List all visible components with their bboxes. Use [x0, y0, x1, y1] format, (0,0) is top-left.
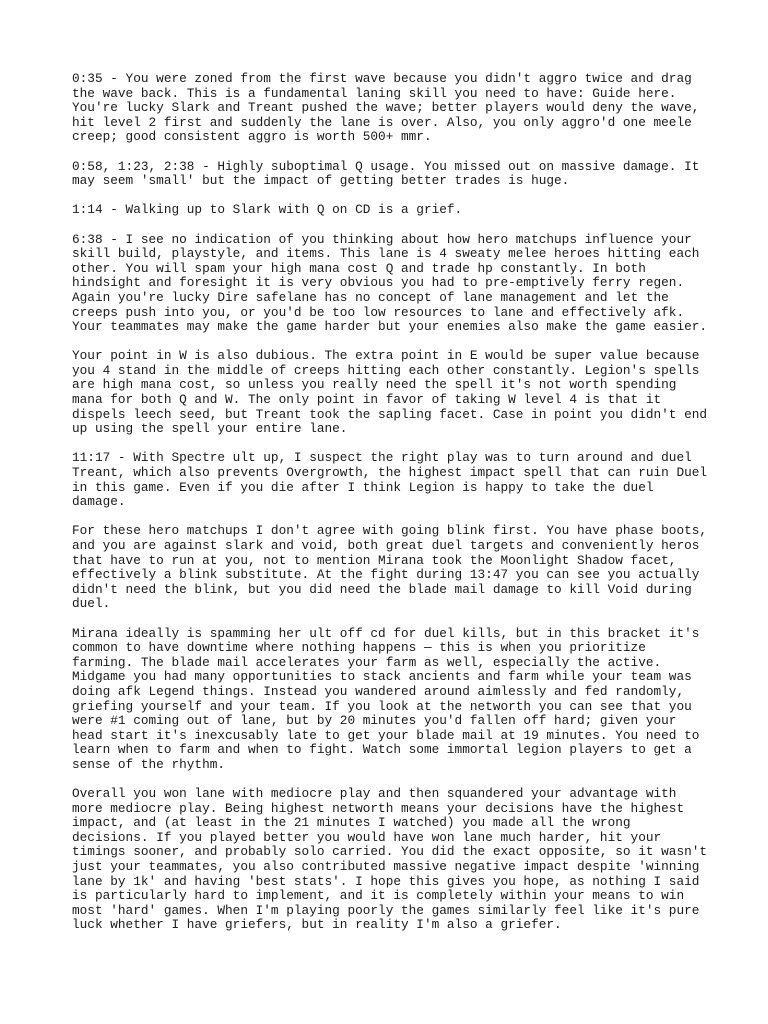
paragraph-blink-first: For these hero matchups I don't agree with going blink first. You have phase boots, and you are against slark and void, both great duel targets and conveniently heros that have to run at you, not to mention Mirana took the Moonlight Shadow facet, effectively a blink substitute. At the fight during 13:47 you can see you actually didn't need the blink, but you did need the blade mail damage to kill Void during duel.: [72, 523, 708, 612]
paragraph-overall-summary: Overall you won lane with mediocre play and then squandered your advantage with more mediocre play. Being highest networth means your decisions have the highest impact, and (at least in the 21 minutes I watched) you made all the wrong decisions. If you played better you would have won lane much harder, hit your timings sooner, and probably solo carried. You did the exact opposite, so it wasn't just your teammates, you also contributed massive negative impact despite 'winning lane by 1k' and having 'best stats'. I hope this gives you hope, as nothing I said is particularly hard to implement, and it is completely within your means to win most 'hard' games. When I'm playing poorly the games similarly feel like it's pure luck whether I have griefers, but in reality I'm also a griefer.: [72, 786, 708, 933]
paragraph-mirana-farming: Mirana ideally is spamming her ult off cd for duel kills, but in this bracket it's common to have downtime where nothing happens — this is when you prioritize farming. The blade mail accelerates your farm as well, especially the active. Midgame you had many opportunities to stack ancients and farm while your team was doing afk Legend things. Instead you wandered around aimlessly and fed randomly, griefing yourself and your team. If you look at the networth you can see that you were #1 coming out of lane, but by 20 minutes you'd fallen off hard; given your head start it's inexcusably late to get your blade mail at 19 minutes. You need to learn when to farm and when to fight. Watch some immortal legion players to get a sense of the rhythm.: [72, 625, 700, 772]
paragraph-spectre-ult: 11:17 - With Spectre ult up, I suspect the right play was to turn around and duel Treant, which also prevents Overgrowth, the highest impact spell that can ruin Duel in this game. Even if you die after I think Legion is happy to take the duel damage.: [72, 450, 708, 510]
paragraph-walking-slark: 1:14 - Walking up to Slark with Q on CD is a grief.: [72, 202, 463, 218]
paragraph-laning-0-35: 0:35 - You were zoned from the first wave because you didn't aggro twice and drag the wave back. This is a fundamental laning skill you need to have: Guide here. You're lucky Slark and Treant pushed the wave; better players would deny the wave, hit level 2 first and suddenly the lane is over. Also, you only aggro'd one meele creep; good consistent aggro is worth 500+ mmr.: [72, 71, 700, 145]
paragraph-hero-matchups: 6:38 - I see no indication of you thinking about how hero matchups influence your skill build, playstyle, and items. This lane is 4 sweaty melee heroes hitting each other. You will spam your high mana cost Q and trade hp constantly. In both hindsight and foresight it is very obvious you had to pre-emptively ferry regen. Again you're lucky Dire safelane has no concept of lane management and let the creeps push into you, or you'd be too low resources to lane and effectively afk. Your teammates may make the game harder but your enemies also make the game easier.: [72, 231, 708, 335]
paragraph-point-in-w: Your point in W is also dubious. The extra point in E would be super value because you 4 stand in the middle of creeps hitting each other constantly. Legion's spells are high mana cost, so unless you really need the spell it's not worth spending mana for both Q and W. The only point in favor of taking W level 4 is that it dispels leech seed, but Treant took the sapling facet. Case in point you didn't end up using the spell your entire lane.: [72, 348, 708, 437]
paragraph-q-usage: 0:58, 1:23, 2:38 - Highly suboptimal Q usage. You missed out on massive damage. It may seem 'small' but the impact of getting better trades is huge.: [72, 158, 700, 189]
document-page: [72, 71, 708, 948]
